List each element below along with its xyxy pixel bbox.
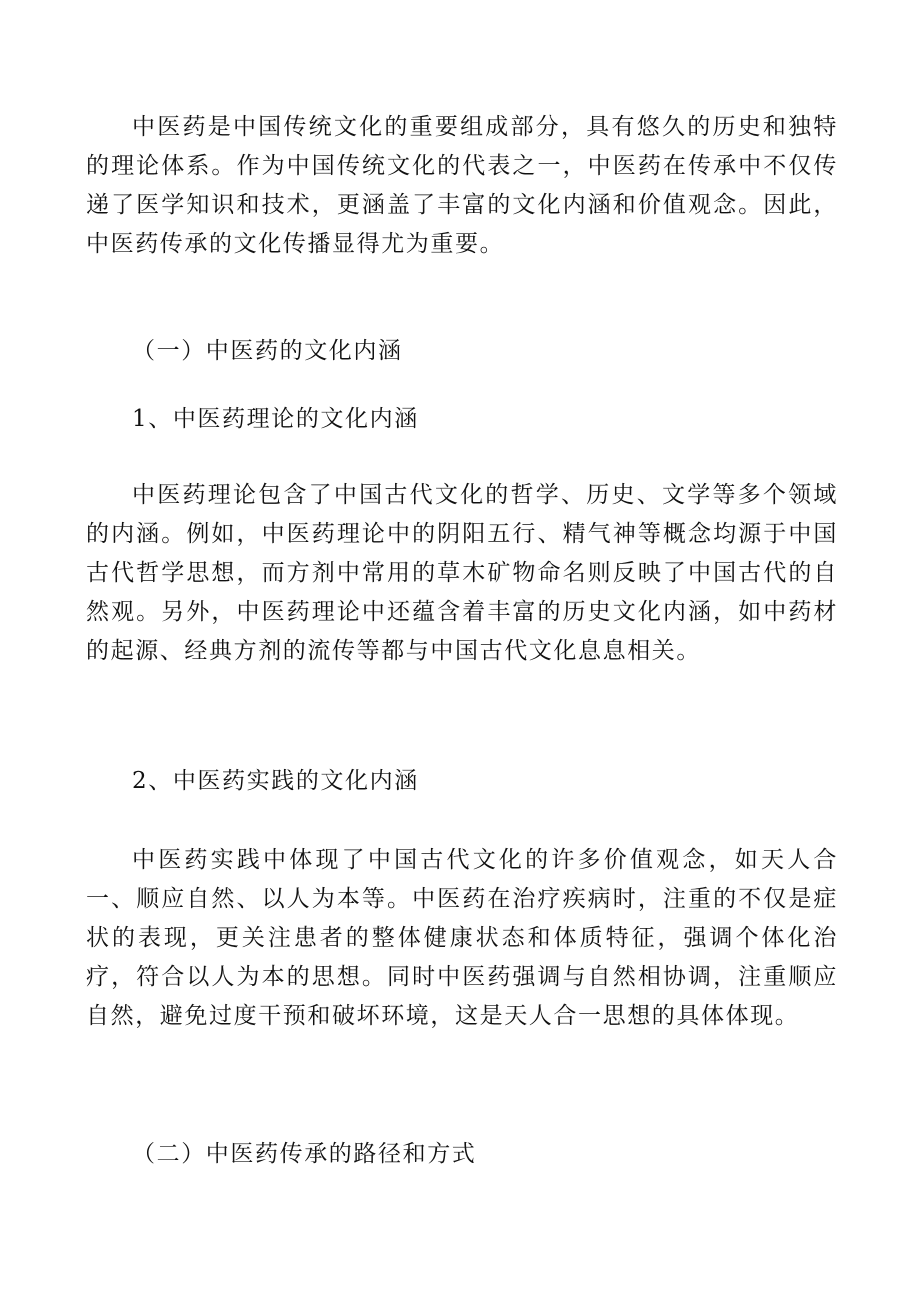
- practice-paragraph: 中医药实践中体现了中国古代文化的许多价值观念，如天人合一、顺应自然、以人为本等。中医药在治疗疾病时，注重的不仅是症状的表现，更关注患者的整体健康状态和体质特征，强调个体化治疗，符合以人为本的思想。同时中医药强调与自然相协调，注重顺应自然，避免过度干预和破坏环境，这是天人合一思想的具体体现。: [86, 847, 838, 1029]
- section-heading-2: （二）中医药传承的路径和方式: [132, 1141, 477, 1167]
- intro-paragraph: 中医药是中国传统文化的重要组成部分，具有悠久的历史和独特的理论体系。作为中国传统文化的代表之一，中医药在传承中不仅传递了医学知识和技术，更涵盖了丰富的文化内涵和价值观念。因此，中医药传承的文化传播显得尤为重要。: [86, 114, 838, 257]
- section-heading-1: （一）中医药的文化内涵: [132, 338, 403, 364]
- theory-paragraph: 中医药理论包含了中国古代文化的哲学、历史、文学等多个领域的内涵。例如，中医药理论中的阴阳五行、精气神等概念均源于中国古代哲学思想，而方剂中常用的草木矿物命名则反映了中国古代的自然观。另外，中医药理论中还蕴含着丰富的历史文化内涵，如中药材的起源、经典方剂的流传等都与中国古代文化息息相关。: [86, 482, 838, 664]
- subsection-heading-practice: 2、中医药实践的文化内涵: [132, 768, 419, 794]
- subsection-heading-theory: 1、中医药理论的文化内涵: [132, 406, 419, 432]
